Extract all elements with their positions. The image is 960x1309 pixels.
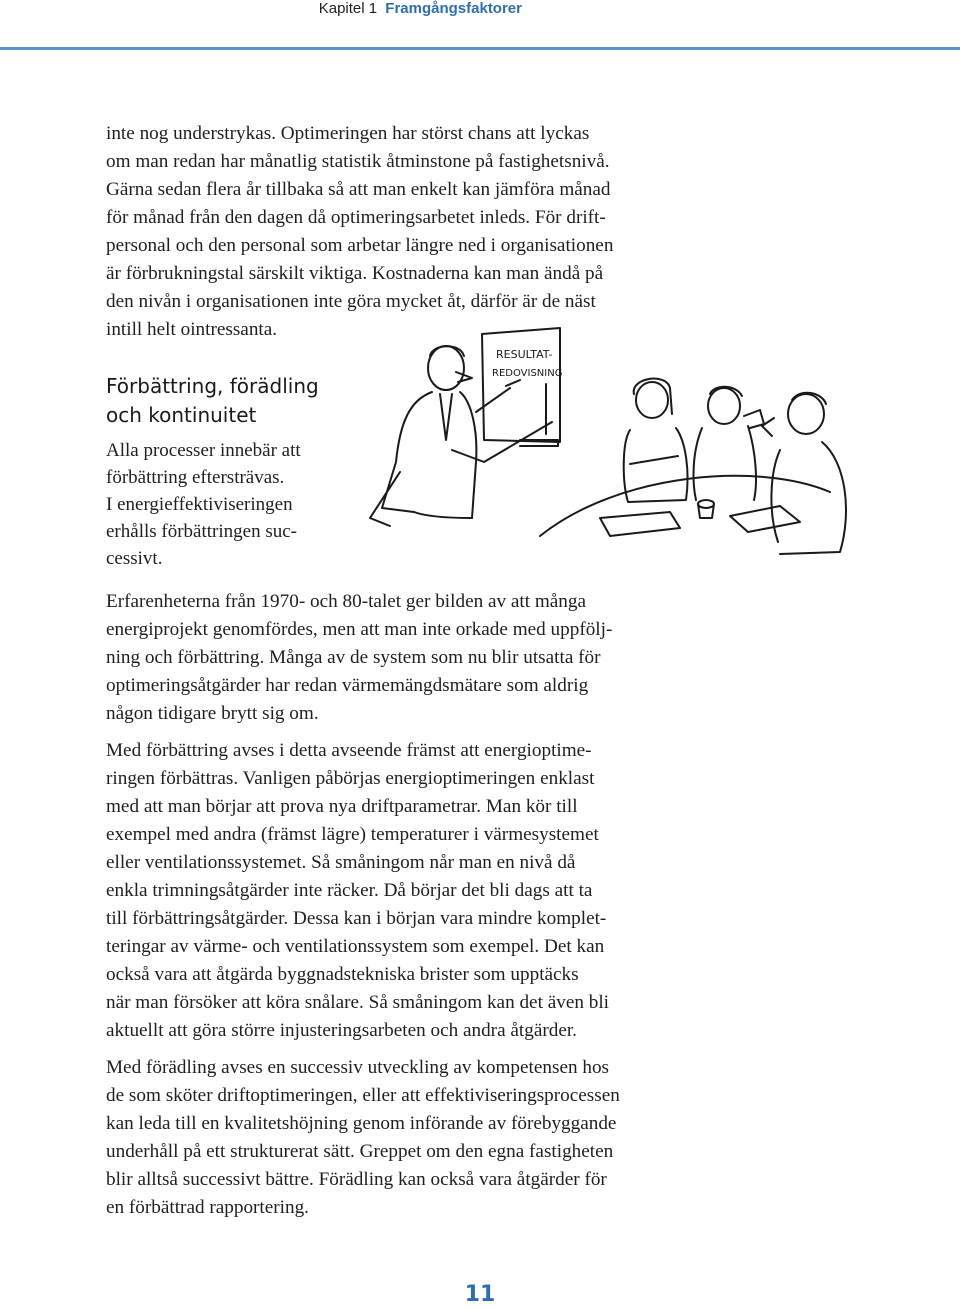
intro-paragraph [106,120,716,344]
intro-line: för månad från den dagen då optimeringsarbetet inleds. För drift- [106,207,606,228]
paragraph-line: till förbättringsåtgärder. Dessa kan i början vara mindre komplet- [106,908,607,929]
paragraph-line: en förbättrad rapportering. [106,1197,309,1218]
paragraph-refinement [106,1054,716,1222]
paragraph-line: när man försöker att köra snålare. Så småningom kan det även bli [106,992,609,1013]
intro-line: Gärna sedan flera år tillbaka så att man enkelt kan jämföra månad [106,179,611,200]
paragraph-experience [106,588,716,728]
paragraph-line: också vara att åtgärda byggnadstekniska brister som upptäcks [106,964,579,985]
sidebar-line: erhålls förbättringen suc- [106,521,297,542]
heading-line: och kontinuitet [106,403,257,427]
paragraph-line: eller ventilationssystemet. Så småningom når man en nivå då [106,852,576,873]
paragraph-line: med att man börjar att prova nya driftparametrar. Man kör till [106,796,578,817]
paragraph-line: optimeringsåtgärder har redan värmemängdsmätare som aldrig [106,675,589,696]
paragraph-line: blir alltså successivt bättre. Förädling kan också vara åtgärder för [106,1169,607,1190]
section-label: Framgångsfaktorer [385,0,522,17]
intro-line: om man redan har månatlig statistik åtminstone på fastighetsnivå. [106,151,610,172]
paragraph-line: enkla trimningsåtgärder inte räcker. Då börjar det bli dags att ta [106,880,593,901]
sidebar-line: Alla processer innebär att [106,440,301,461]
paragraph-line: energiprojekt genomfördes, men att man inte orkade med uppfölj- [106,619,613,640]
intro-line: inte nog understrykas. Optimeringen har störst chans att lyckas [106,123,590,144]
man-figure [694,387,764,500]
paragraph-line: kan leda till en kvalitetshöjning genom införande av förebyggande [106,1113,617,1134]
paragraph-line: aktuellt att göra större injusteringsarbeten och andra åtgärder. [106,1020,577,1041]
board-text-2: REDOVISNING [492,368,563,379]
drinking-man-figure [762,393,846,554]
paragraph-line: underhåll på ett strukturerat sätt. Greppet om den egna fastigheten [106,1141,614,1162]
board-illustration [482,328,562,446]
paragraph-line: Med förbättring avses i detta avseende främst att energioptime- [106,740,592,761]
paragraph-improvement [106,737,716,1045]
paragraph-line: Med förädling avses en successiv utveckling av kompetensen hos [106,1057,610,1078]
paragraph-line: Erfarenheterna från 1970- och 80-talet ger bilden av att många [106,591,586,612]
cartoon-illustration [360,322,960,572]
sidebar-line: I energieffektiviseringen [106,494,293,515]
heading-line: Förbättring, förädling [106,374,319,398]
intro-line: personal och den personal som arbetar längre ned i organisationen [106,235,614,256]
paragraph-line: teringar av värme- och ventilationssystem som exempel. Det kan [106,936,605,957]
board-text-1: RESULTAT- [496,348,553,361]
intro-line: den nivån i organisationen inte göra mycket åt, därför är de näst [106,291,596,312]
chapter-label: Kapitel 1 [318,0,378,17]
paragraph-line: ning och förbättring. Många av de system som nu blir utsatta för [106,647,601,668]
running-head [0,0,960,18]
table-edge [540,476,830,536]
page-number: 11 [464,1282,496,1307]
paragraph-line: exempel med andra (främst lägre) temperaturer i värmesystemet [106,824,599,845]
paragraph-line: de som sköter driftoptimeringen, eller att effektiviseringsprocessen [106,1085,620,1106]
sidebar-line: förbättring eftersträvas. [106,467,285,488]
sidebar-line: cessivt. [106,548,163,569]
section-heading [106,372,366,430]
paragraph-line: någon tidigare brytt sig om. [106,703,319,724]
paragraph-line: ringen förbättras. Vanligen påbörjas energioptimeringen enklast [106,768,595,789]
header-rule [0,47,960,50]
intro-line: intill helt ointressanta. [106,319,278,340]
sidebar-note [106,437,356,572]
intro-line: är förbrukningstal särskilt viktiga. Kostnaderna kan man ändå på [106,263,604,284]
